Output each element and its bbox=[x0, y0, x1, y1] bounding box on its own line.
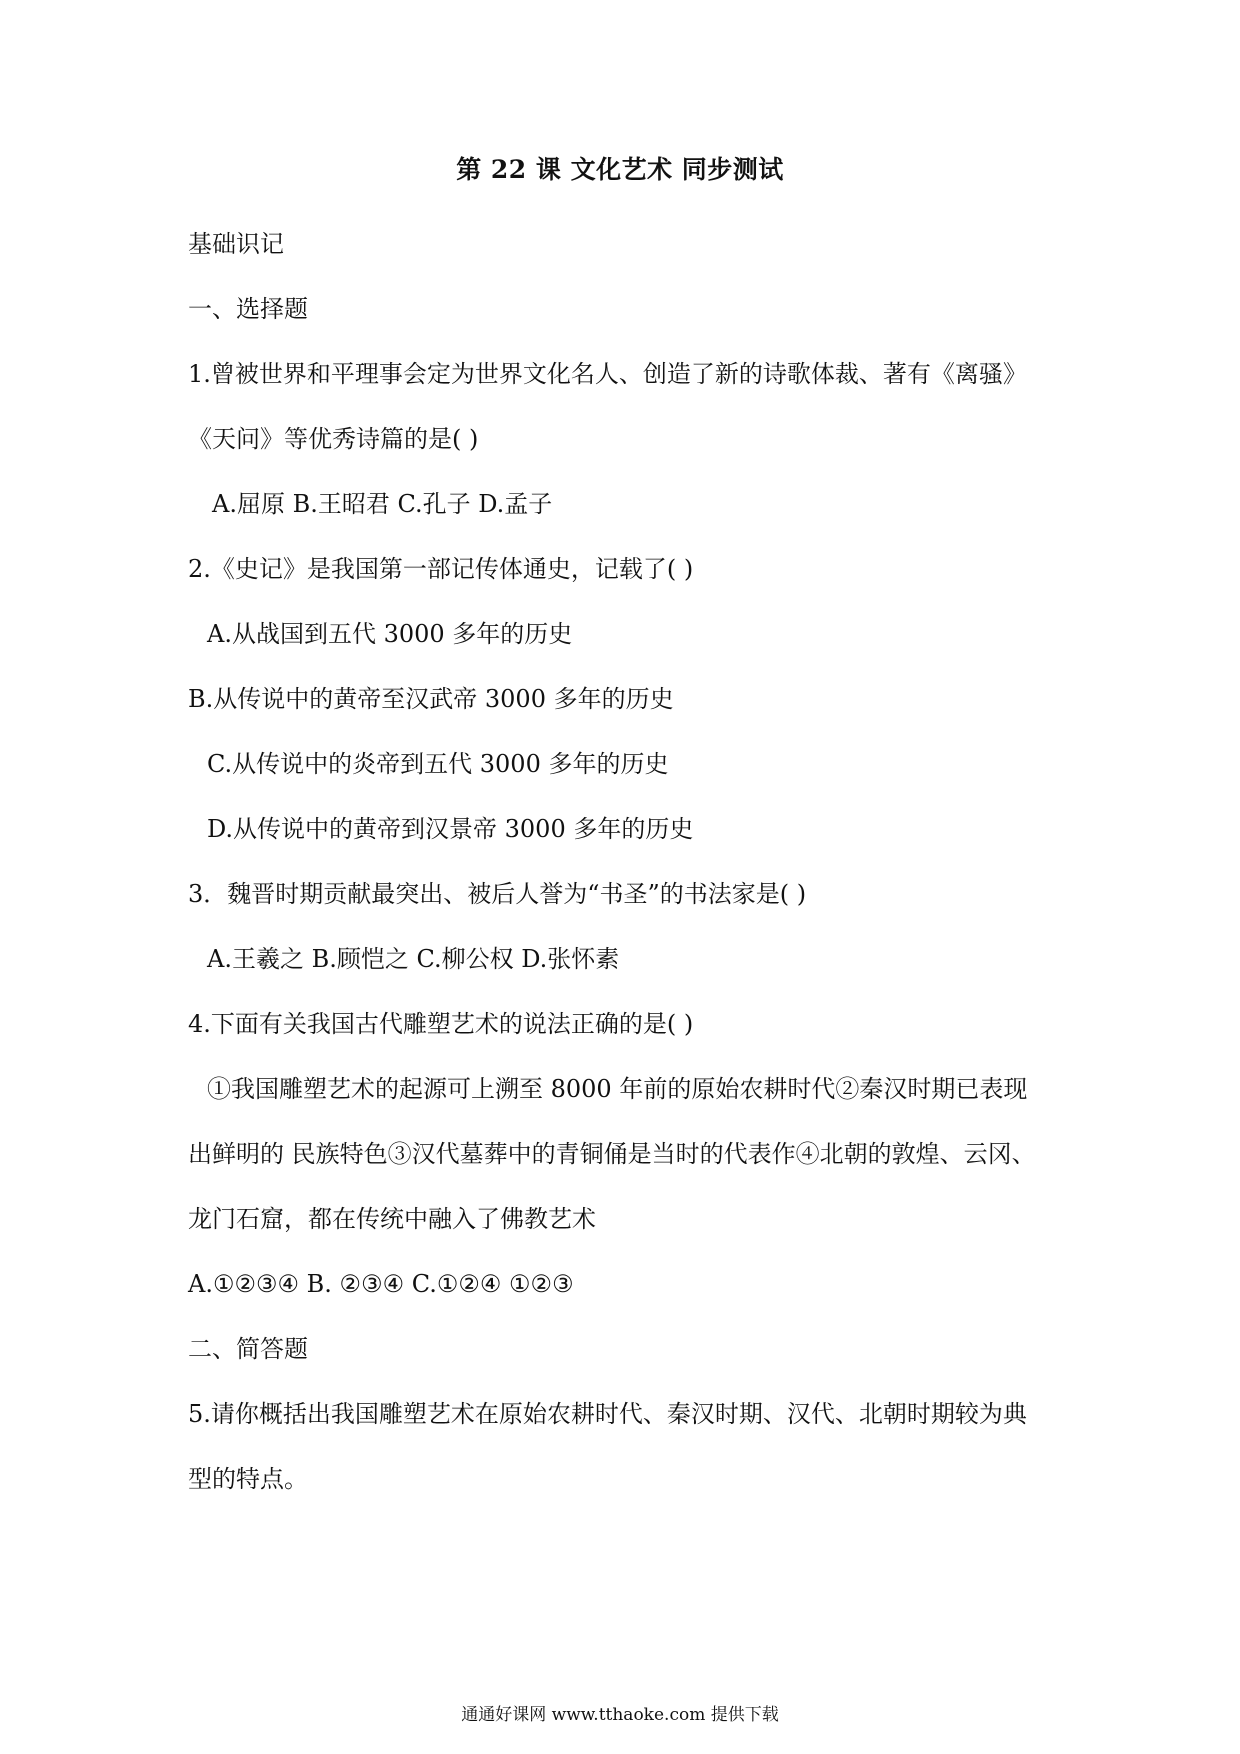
question-4-options: A.①②③④ B. ②③④ C.①②④ ①②③ bbox=[188, 1270, 574, 1298]
question-5-line-1: 5.请你概括出我国雕塑艺术在原始农耕时代、秦汉时期、汉代、北朝时期较为典 bbox=[188, 1400, 1027, 1428]
question-4-stem: 4.下面有关我国古代雕塑艺术的说法正确的是( ) bbox=[188, 1010, 694, 1038]
section-heading-choice: 一、选择题 bbox=[188, 295, 308, 323]
question-2-option-a: A.从战国到五代 3000 多年的历史 bbox=[207, 620, 573, 648]
question-4-statement-line-3: 龙门石窟，都在传统中融入了佛教艺术 bbox=[188, 1205, 596, 1233]
question-3-options: A.王羲之 B.顾恺之 C.柳公权 D.张怀素 bbox=[207, 945, 620, 973]
section-heading-basic: 基础识记 bbox=[188, 230, 284, 258]
question-1-stem-line-1: 1.曾被世界和平理事会定为世界文化名人、创造了新的诗歌体裁、著有《离骚》 bbox=[188, 360, 1027, 388]
question-2-option-d: D.从传说中的黄帝到汉景帝 3000 多年的历史 bbox=[207, 815, 694, 843]
section-heading-short-answer: 二、简答题 bbox=[188, 1335, 308, 1363]
question-2-stem: 2.《史记》是我国第一部记传体通史，记载了( ) bbox=[188, 555, 694, 583]
question-4-statement-line-1: ①我国雕塑艺术的起源可上溯至 8000 年前的原始农耕时代②秦汉时期已表现 bbox=[207, 1075, 1028, 1103]
footer-text: 通通好课网 www.tthaoke.com 提供下载 bbox=[461, 1705, 779, 1725]
question-4-statement-line-2: 出鲜明的 民族特色③汉代墓葬中的青铜俑是当时的代表作④北朝的敦煌、云冈、 bbox=[188, 1140, 1036, 1168]
question-2-option-c: C.从传说中的炎帝到五代 3000 多年的历史 bbox=[207, 750, 669, 778]
question-2-option-b: B.从传说中的黄帝至汉武帝 3000 多年的历史 bbox=[188, 685, 674, 713]
question-3-stem: 3．魏晋时期贡献最突出、被后人誉为“书圣”的书法家是( ) bbox=[188, 880, 807, 908]
question-1-stem-line-2: 《天问》等优秀诗篇的是( ) bbox=[188, 425, 479, 453]
question-5-line-2: 型的特点。 bbox=[188, 1465, 308, 1493]
page-title: 第 22 课 文化艺术 同步测试 bbox=[456, 155, 784, 184]
question-1-options: A.屈原 B.王昭君 C.孔子 D.孟子 bbox=[212, 490, 553, 518]
